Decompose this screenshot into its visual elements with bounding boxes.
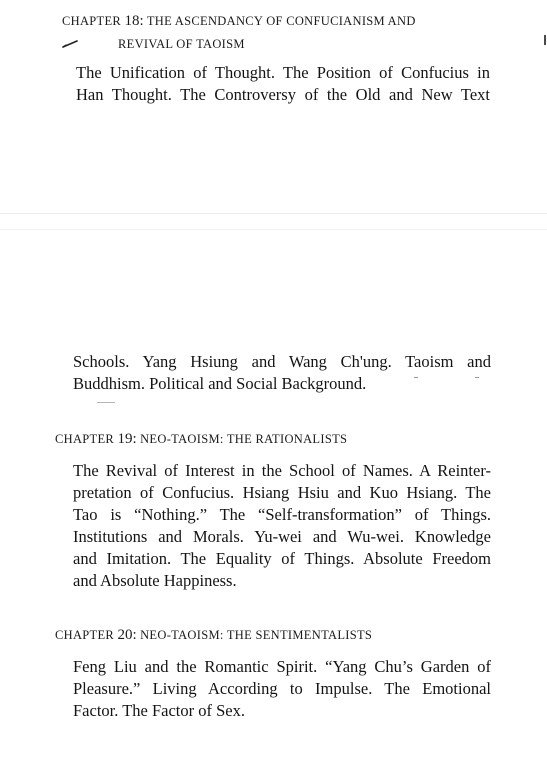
chapter-18-contents-part1: [76, 62, 490, 106]
chapter-19-contents: [73, 460, 491, 592]
contents-line: and Imitation. The Equality of Things. Absolute Freedom: [73, 549, 491, 568]
scan-speck: [97, 402, 115, 403]
scan-speck: [414, 377, 418, 378]
chapter-18-contents-part2: [73, 351, 491, 395]
chapter-prefix: CHAPTER: [62, 14, 122, 28]
contents-line: Factor. The Factor of Sex.: [73, 701, 245, 720]
pen-tick-mark: [62, 40, 78, 48]
chapter-title: NEO-TAOISM: THE RATIONALISTS: [140, 432, 348, 446]
chapter-title: NEO-TAOISM: THE SENTIMENTALISTS: [140, 628, 373, 642]
edge-mark: [544, 35, 546, 45]
contents-line: Tao is “Nothing.” The “Self-transformation” of Things.: [73, 505, 491, 524]
chapter-number: 18:: [124, 13, 144, 29]
chapter-title: THE ASCENDANCY OF CONFUCIANISM AND: [146, 14, 416, 28]
chapter-18-heading: [62, 14, 416, 29]
scan-fold-line: [0, 229, 547, 230]
chapter-prefix: CHAPTER: [55, 628, 115, 642]
contents-line: Han Thought. The Controversy of the Old and New Text: [76, 85, 490, 104]
contents-line: Institutions and Morals. Yu-wei and Wu-wei. Knowledge: [73, 527, 491, 546]
contents-line: Feng Liu and the Romantic Spirit. “Yang Chu’s Garden of: [73, 657, 491, 676]
contents-line: pretation of Confucius. Hsiang Hsiu and Kuo Hsiang. The: [73, 483, 491, 502]
chapter-prefix: CHAPTER: [55, 432, 115, 446]
chapter-number: 19:: [117, 431, 137, 447]
chapter-number: 20:: [117, 627, 137, 643]
contents-line: Pleasure.” Living According to Impulse. The Emotional: [73, 679, 491, 698]
scan-fold-line: [0, 213, 547, 214]
scan-speck: [475, 377, 479, 378]
chapter-18-heading-line2: [118, 38, 245, 51]
contents-line: and Absolute Happiness.: [73, 571, 237, 590]
chapter-title-continued: REVIVAL OF TAOISM: [118, 37, 245, 51]
chapter-19-heading: [55, 432, 347, 447]
chapter-20-contents: [73, 656, 491, 722]
contents-line: The Unification of Thought. The Position of Confucius in: [76, 63, 490, 82]
contents-line: Schools. Yang Hsiung and Wang Ch'ung. Taoism and: [73, 352, 491, 371]
contents-line: The Revival of Interest in the School of Names. A Reinter-: [73, 461, 491, 480]
contents-line: Buddhism. Political and Social Background.: [73, 374, 367, 393]
chapter-20-heading: [55, 628, 372, 643]
